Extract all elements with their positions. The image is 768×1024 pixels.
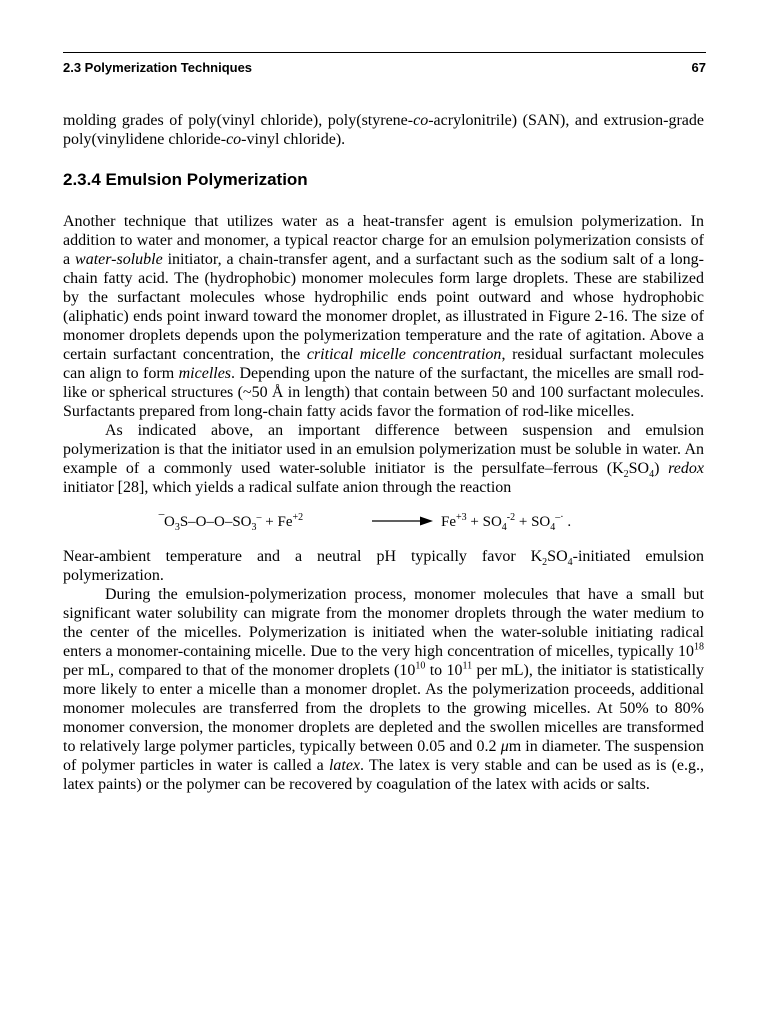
- eq-text: ‾O: [159, 514, 175, 530]
- reaction-equation: [63, 501, 704, 539]
- paragraph-text: Another technique that utilizes water as a heat-transfer agent is emulsion polymerization. In addition to water and monomer, a typical reactor charge for an emulsion polymerization consists of a: [63, 213, 704, 268]
- eq-subscript: 4: [550, 522, 556, 533]
- intro-paragraph: [63, 111, 704, 149]
- equation-products: [441, 513, 571, 532]
- eq-superscript: +3: [456, 512, 467, 523]
- eq-superscript: –: [256, 512, 262, 523]
- mu-symbol: μ: [500, 738, 509, 755]
- intro-italic-co: co: [226, 131, 242, 148]
- eq-text: Fe: [441, 514, 456, 530]
- eq-text: + Fe: [261, 514, 293, 530]
- paragraph-text: . Depending upon the nature of the surfactant, the micelles are small rod-like or spherical structures (~50 Å in length) that contain between 50 and 100 surfactant molecules. Surfactants prepared from long-chain fatty acids favor the formation of rod-like micelles.: [63, 365, 704, 420]
- superscript: 18: [694, 641, 704, 653]
- subscript: 4: [649, 469, 655, 481]
- subscript: 2: [623, 469, 629, 481]
- eq-text: .: [563, 514, 572, 530]
- intro-text: -acrylonitrile) (SAN), and extrusion-grade poly(vinylidene chloride-: [63, 112, 705, 148]
- eq-text: S–O–O–SO: [179, 514, 252, 530]
- paragraph-text: During the emulsion-polymerization process, monomer molecules that have a small but significant water solubility can migrate from the monomer droplets through the water medium to the center of the micelles. Polymerization is initiated when the water-soluble initiating radical enters a monomer-containing micelle. Due to the very high concentration of micelles, typically 10: [63, 586, 704, 660]
- paragraph-text: per mL, compared to that of the monomer droplets (10: [63, 662, 416, 679]
- italic-term: micelles: [178, 365, 232, 382]
- intro-italic-co: co: [413, 112, 429, 129]
- paragraph-text: SO: [547, 548, 568, 565]
- paragraph-text: , residual surfactant molecules can align to form: [63, 346, 704, 382]
- eq-superscript: +2: [292, 512, 304, 523]
- italic-term: latex: [328, 757, 361, 774]
- paragraph-4: [63, 585, 704, 794]
- eq-text: + SO: [466, 514, 502, 530]
- paragraph-3: [63, 547, 704, 585]
- paragraph-text: -initiated emulsion polymerization.: [63, 548, 705, 584]
- paragraph-text: SO: [628, 460, 650, 477]
- eq-text: + SO: [515, 514, 551, 530]
- subscript: 4: [567, 557, 573, 569]
- section-heading: 2.3.4 Emulsion Polymerization: [63, 170, 308, 189]
- reaction-arrow-icon: [370, 513, 434, 529]
- paragraph-text: to 10: [425, 662, 463, 679]
- eq-subscript: 3: [251, 522, 257, 533]
- superscript: 11: [462, 660, 473, 672]
- eq-subscript: 4: [501, 522, 507, 533]
- eq-superscript: -2: [506, 512, 516, 523]
- superscript: 10: [415, 660, 426, 672]
- intro-text: -vinyl chloride).: [241, 131, 346, 148]
- paragraph-text: . The latex is very stable and can be used as is (e.g., latex paints) or the polymer can be recovered by coagulation of the latex with acids or salts.: [63, 757, 705, 793]
- paragraph-text: initiator, a chain-transfer agent, and a surfactant such as the sodium salt of a long-chain fatty acid. The (hydrophobic) monomer molecules form large droplets. These are stabilized by the surfactant molecules whose hydrophilic ends point outward and whose hydrophobic (aliphatic) ends point inward toward the monomer droplet, as illustrated in Figure 2-16. The size of monomer droplets depends upon the polymerization temperature and the rate of agitation. Above a certain surfactant concentration, the: [63, 251, 704, 363]
- intro-text: molding grades of poly(vinyl chloride), poly(styrene-: [63, 112, 414, 129]
- page-number: 67: [691, 60, 706, 75]
- paragraph-text: ): [654, 460, 669, 477]
- paragraph-text: initiator [28], which yields a radical sulfate anion through the reaction: [63, 479, 512, 496]
- running-head-section: 2.3 Polymerization Techniques: [63, 60, 253, 75]
- italic-term: critical micelle concentration: [306, 346, 502, 363]
- paragraph-text: per mL), the initiator is statistically more likely to enter a micelle than a monomer droplet. As the polymerization proceeds, additional monomer molecules are transferred from the droplets to the growing micelles. At 50% to 80% monomer conversion, the monomer droplets are depleted and the swollen micelles are transformed to relatively large polymer particles, typically between 0.05 and 0.2: [63, 662, 705, 755]
- paragraph-text: Near-ambient temperature and a neutral pH typically favor K: [63, 548, 543, 565]
- equation-reactants: [159, 513, 303, 532]
- paragraph-text: As indicated above, an important difference between suspension and emulsion polymerization is that the initiator used in an emulsion polymerization must be soluble in water. An example of a commonly used water-soluble initiator is the persulfate–ferrous (K: [63, 422, 704, 477]
- running-head: [63, 52, 706, 77]
- eq-subscript: 3: [174, 522, 180, 533]
- paragraph-text: m in diameter. The suspension of polymer particles in water is called a: [63, 738, 704, 774]
- page-body: [63, 111, 704, 794]
- italic-term: water-soluble: [75, 251, 163, 268]
- italic-term: redox: [668, 460, 704, 477]
- subscript: 2: [542, 557, 548, 569]
- paragraph-1: [63, 212, 704, 421]
- eq-superscript: –·: [555, 512, 564, 523]
- paragraph-2: [63, 421, 704, 497]
